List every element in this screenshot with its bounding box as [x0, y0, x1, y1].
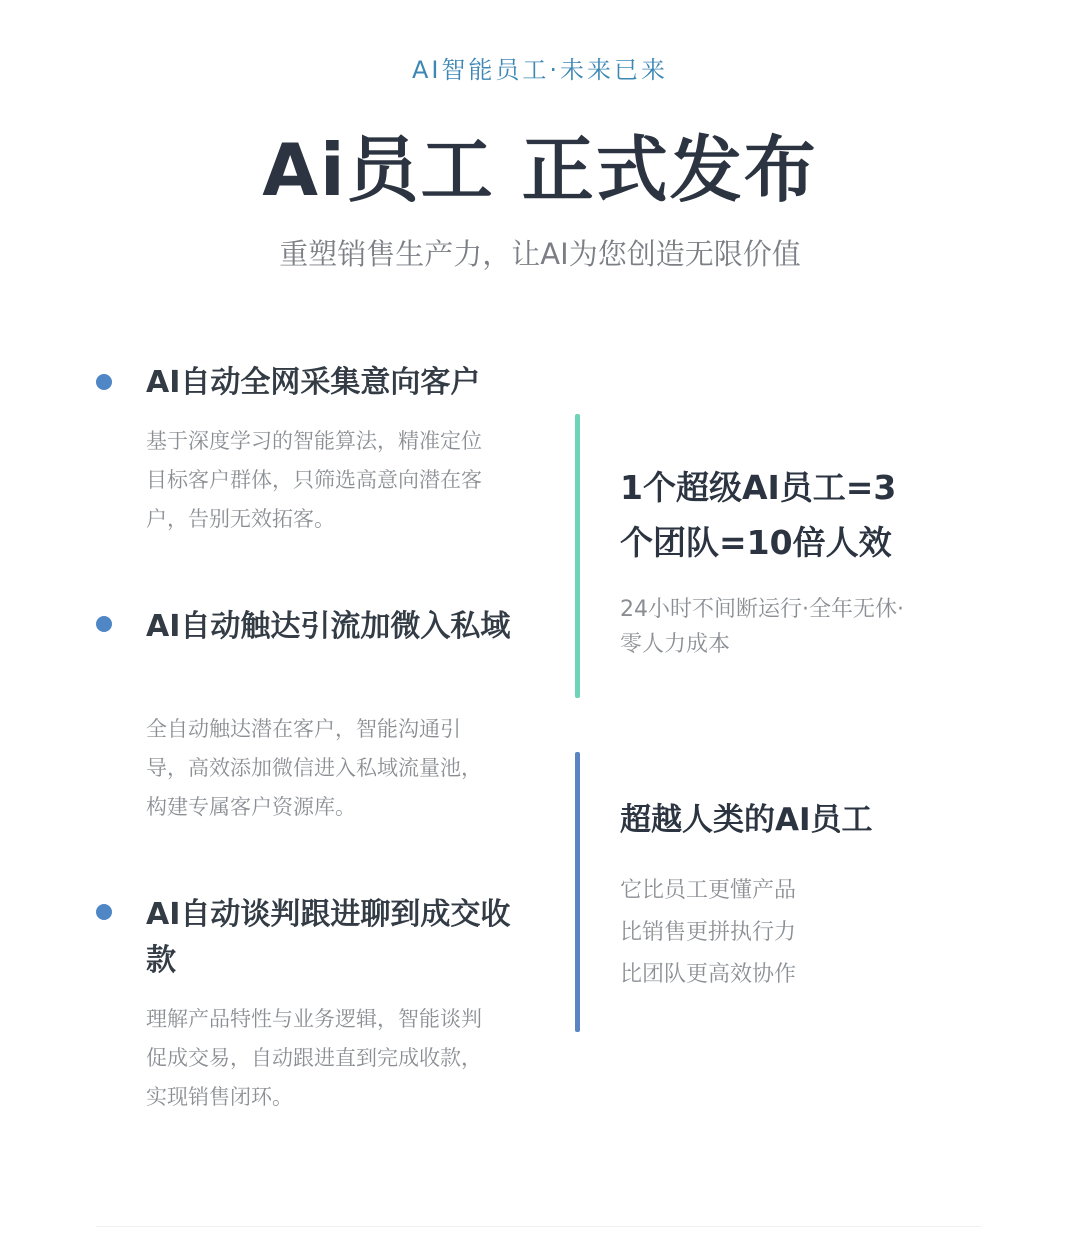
accent-bar-green — [575, 414, 580, 698]
highlight-point: 它比员工更懂产品 — [620, 878, 797, 903]
feature-description: 基于深度学习的智能算法，精准定位目标客户群体，只筛选高意向潜在客户，告别无效拓客。 — [146, 429, 482, 531]
highlight-point: 比团队更高效协作 — [620, 962, 797, 987]
highlight-description-line-1: 24小时不间断运行·全年无休· — [620, 597, 904, 622]
feature-description: 全自动触达潜在客户，智能沟通引导，高效添加微信进入私域流量池，构建专属客户资源库。 — [146, 717, 482, 819]
feature-item-collect — [96, 360, 526, 540]
page-subtitle: 重塑销售生产力，让AI为您创造无限价值 — [279, 237, 801, 271]
bullet-dot-icon — [96, 904, 112, 920]
page-title: Ai员工 正式发布 — [262, 128, 818, 212]
tagline: AI智能员工·未来已来 — [411, 56, 669, 84]
bullet-dot-icon — [96, 616, 112, 632]
highlight-title-line-1: 1个超级AI员工=3 — [620, 468, 897, 507]
feature-title: AI自动触达引流加微入私域 — [146, 609, 511, 644]
feature-item-reach — [96, 604, 526, 834]
feature-title: AI自动谈判跟进聊到成交收款 — [146, 897, 511, 978]
highlight-description-line-2: 零人力成本 — [620, 632, 731, 657]
bullet-dot-icon — [96, 374, 112, 390]
highlight-title: 超越人类的AI员工 — [620, 802, 873, 838]
highlight-title-line-2: 个团队=10倍人效 — [620, 523, 892, 562]
feature-title: AI自动全网采集意向客户 — [146, 365, 481, 400]
divider — [96, 1226, 981, 1227]
accent-bar-blue — [575, 752, 580, 1032]
feature-item-close — [96, 892, 526, 1122]
feature-description: 理解产品特性与业务逻辑，智能谈判促成交易，自动跟进直到完成收款，实现销售闭环。 — [146, 1007, 482, 1109]
highlight-point: 比销售更拼执行力 — [620, 920, 797, 945]
